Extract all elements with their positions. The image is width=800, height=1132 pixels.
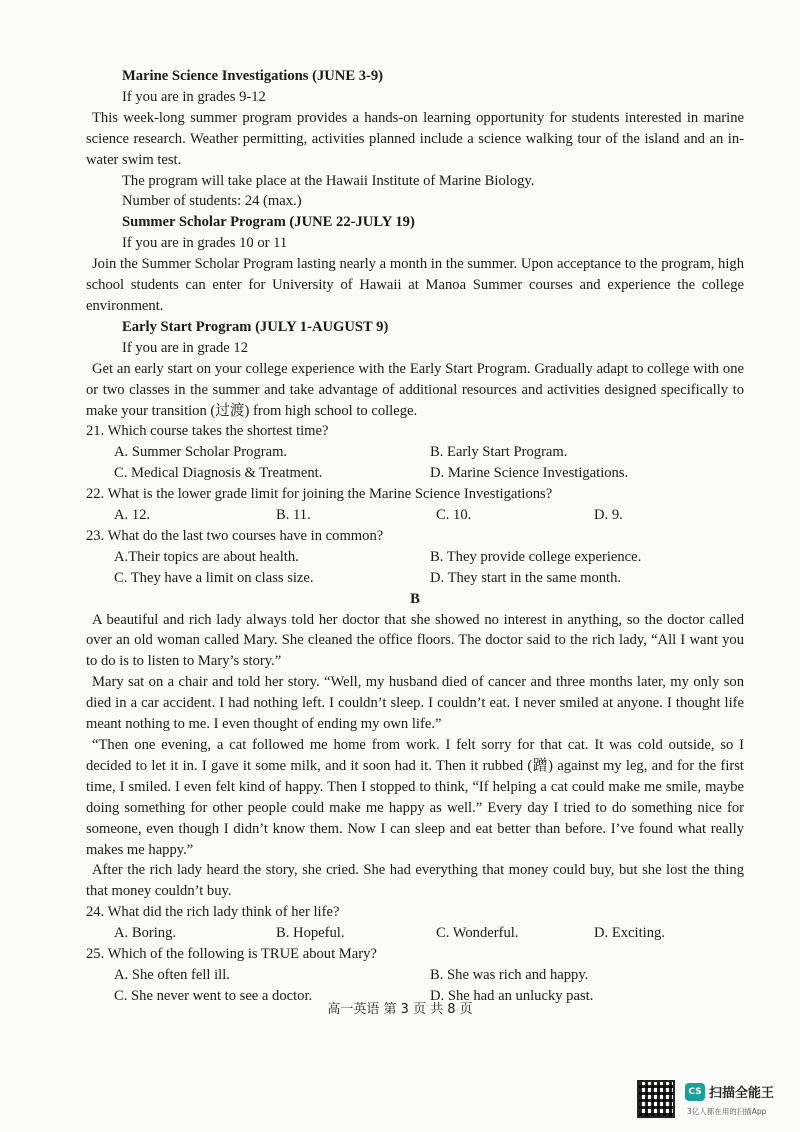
story-paragraph: A beautiful and rich lady always told her doctor that she showed no interest in anything, so the doctor called over an old woman called Mary. She cleaned the office floors. The doctor said to the rich lady, “All I want you to do is to listen to Mary’s story.”: [86, 611, 744, 670]
option-d: D. 9.: [594, 507, 623, 524]
section-label: B: [410, 590, 420, 607]
story-paragraph: “Then one evening, a cat followed me home from work. I felt sorry for that cat. It was cold outside, so I decided to let it in. I gave it some milk, and it soon had it. Then it rubbed (蹭) against my leg, and for the first time, I smiled. I even felt kind of happy. Then I stopped to think, “If helping a cat could make me smile, maybe doing something for other people could make me happy as well.” Every day I tried to do something nice for someone, even though I didn’t know them. Now I can sleep and eat better than before. I’ve found what really makes me happy.”: [86, 737, 744, 858]
qr-code-icon: [637, 1080, 675, 1118]
program-location: The program will take place at the Hawaii Institute of Marine Biology.: [122, 172, 535, 189]
answer-options: [114, 547, 744, 589]
option-b: B. Early Start Program.: [430, 444, 568, 461]
story-paragraph: Mary sat on a chair and told her story. “Well, my husband died of cancer and three months later, my only son died in a car accident. I had nothing left. I couldn’t sleep. I couldn’t eat. I never smiled at anyone. I thought life meant nothing to me. I even thought of ending my own life.”: [86, 674, 744, 733]
answer-options: [114, 505, 744, 526]
scanner-app-name: 扫描全能王: [709, 1086, 775, 1101]
option-c: C. She never went to see a doctor.: [114, 987, 313, 1004]
program-title: Marine Science Investigations (JUNE 3-9): [122, 68, 384, 84]
program-students: Number of students: 24 (max.): [122, 193, 302, 210]
program-description: Get an early start on your college experience with the Early Start Program. Gradually adapt to college with one or two classes in the summer and take advantage of additional resources and activities designed specifically to make your transition (过渡) from high school to college.: [86, 360, 744, 419]
option-d: D. Exciting.: [594, 925, 665, 942]
question-stem: 22. What is the lower grade limit for joining the Marine Science Investigations?: [86, 486, 553, 503]
program-grades: If you are in grades 9-12: [122, 88, 266, 105]
option-a: A.Their topics are about health.: [114, 548, 299, 565]
scanner-watermark: [637, 1080, 787, 1122]
program-grades: If you are in grades 10 or 11: [122, 235, 288, 252]
answer-options: [114, 923, 744, 944]
program-description: This week-long summer program provides a hands-on learning opportunity for students interested in marine science research. Weather permitting, activities planned include a science walking tour of the island and an in-water swim test.: [86, 109, 744, 168]
story-paragraph: After the rich lady heard the story, she cried. She had everything that money could buy, but she lost the thing that money couldn’t buy.: [86, 862, 744, 900]
option-d: D. They start in the same month.: [430, 569, 622, 586]
option-c: C. 10.: [436, 507, 472, 524]
camscanner-logo: CS: [685, 1083, 705, 1101]
program-description: Join the Summer Scholar Program lasting nearly a month in the summer. Upon acceptance to the program, high school students can enter for University of Hawaii at Manoa Summer courses and experience the college environment.: [86, 256, 744, 314]
page-content: [86, 66, 744, 1007]
program-title: Early Start Program (JULY 1-AUGUST 9): [122, 318, 389, 335]
option-d: D. She had an unlucky past.: [430, 987, 594, 1004]
program-grades: If you are in grade 12: [122, 339, 249, 356]
answer-options: [114, 442, 744, 484]
question-stem: 21. Which course takes the shortest time?: [86, 423, 329, 440]
program-title: Summer Scholar Program (JUNE 22-JULY 19): [122, 214, 415, 231]
option-b: B. They provide college experience.: [430, 548, 642, 565]
option-a: A. Summer Scholar Program.: [114, 444, 288, 461]
option-c: C. Wonderful.: [436, 925, 519, 942]
option-a: A. She often fell ill.: [114, 966, 230, 983]
option-c: C. They have a limit on class size.: [114, 569, 314, 586]
page-footer: 高一英语 第 3 页 共 8 页: [327, 1002, 473, 1017]
scanner-tagline: 3亿人都在用的扫描App: [687, 1107, 767, 1116]
question-stem: 24. What did the rich lady think of her life?: [86, 904, 340, 921]
option-b: B. 11.: [276, 507, 311, 524]
option-b: B. Hopeful.: [276, 925, 345, 942]
option-d: D. Marine Science Investigations.: [430, 465, 629, 482]
question-stem: 25. Which of the following is TRUE about Mary?: [86, 946, 377, 963]
question-stem: 23. What do the last two courses have in common?: [86, 527, 384, 544]
option-a: A. 12.: [114, 507, 151, 524]
option-a: A. Boring.: [114, 925, 177, 942]
option-b: B. She was rich and happy.: [430, 966, 589, 983]
option-c: C. Medical Diagnosis & Treatment.: [114, 465, 323, 482]
